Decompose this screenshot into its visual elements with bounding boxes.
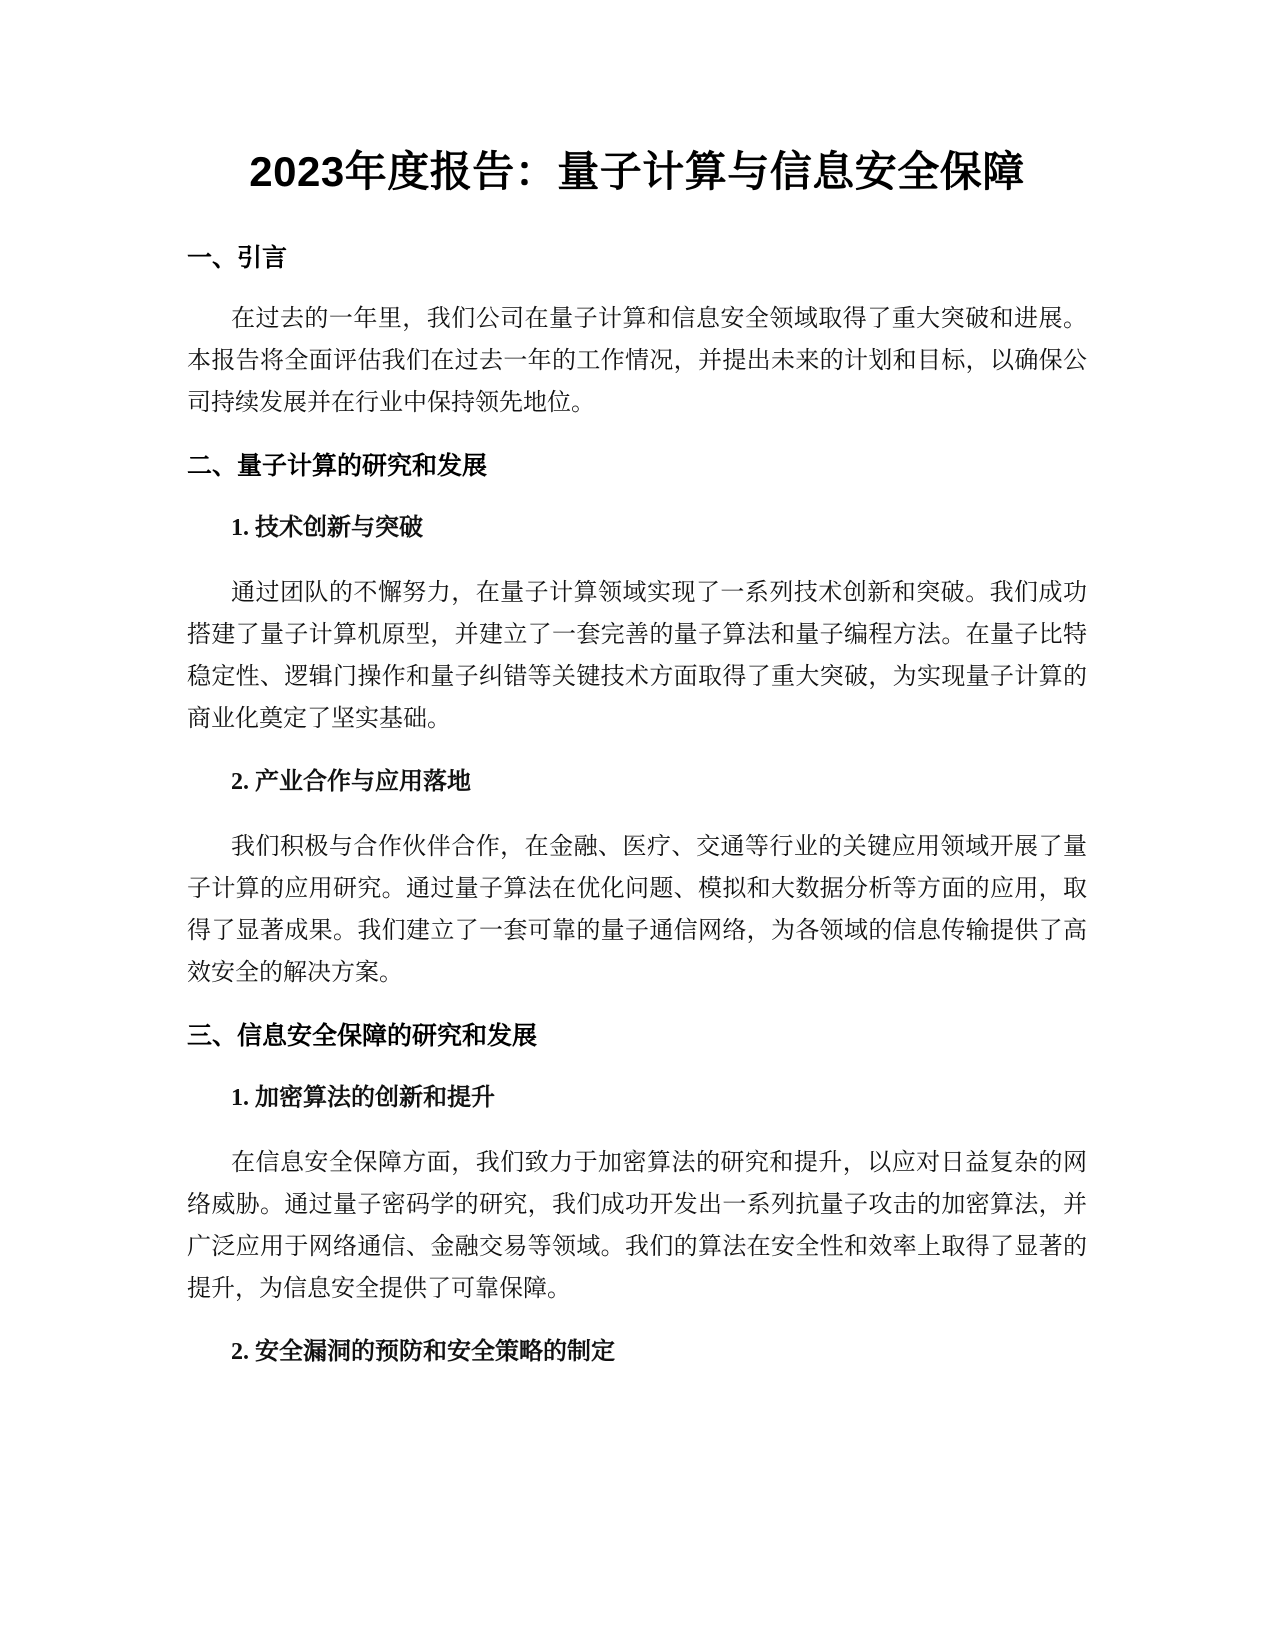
paragraph: 在信息安全保障方面，我们致力于加密算法的研究和提升，以应对日益复杂的网络威胁。通过量子密码学的研究，我们成功开发出一系列抗量子攻击的加密算法，并广泛应用于网络通信、金融交易等领域。我们的算法在安全性和效率上取得了显著的提升，为信息安全提供了可靠保障。 xyxy=(187,1150,1087,1302)
section-introduction xyxy=(187,240,1087,424)
section-heading: 一、引言 xyxy=(187,244,288,272)
section-quantum-computing xyxy=(187,448,1087,994)
paragraph: 通过团队的不懈努力，在量子计算领域实现了一系列技术创新和突破。我们成功搭建了量子计算机原型，并建立了一套完善的量子算法和量子编程方法。在量子比特稳定性、逻辑门操作和量子纠错等关键技术方面取得了重大突破，为实现量子计算的商业化奠定了坚实基础。 xyxy=(187,580,1087,732)
subsection-heading: 1. 技术创新与突破 xyxy=(231,515,423,541)
subsection-heading: 1. 加密算法的创新和提升 xyxy=(231,1085,495,1111)
section-information-security xyxy=(187,1018,1087,1370)
subsection-heading: 2. 安全漏洞的预防和安全策略的制定 xyxy=(231,1339,615,1365)
paragraph: 我们积极与合作伙伴合作，在金融、医疗、交通等行业的关键应用领域开展了量子计算的应用研究。通过量子算法在优化问题、模拟和大数据分析等方面的应用，取得了显著成果。我们建立了一套可靠的量子通信网络，为各领域的信息传输提供了高效安全的解决方案。 xyxy=(187,834,1087,986)
section-heading: 三、信息安全保障的研究和发展 xyxy=(187,1022,538,1050)
paragraph: 在过去的一年里，我们公司在量子计算和信息安全领域取得了重大突破和进展。本报告将全面评估我们在过去一年的工作情况，并提出未来的计划和目标，以确保公司持续发展并在行业中保持领先地位。 xyxy=(187,306,1087,416)
section-heading: 二、量子计算的研究和发展 xyxy=(187,452,488,480)
subsection-heading: 2. 产业合作与应用落地 xyxy=(231,769,471,795)
document-title: 2023年度报告：量子计算与信息安全保障 xyxy=(249,148,1025,195)
document-page xyxy=(187,142,1087,1370)
